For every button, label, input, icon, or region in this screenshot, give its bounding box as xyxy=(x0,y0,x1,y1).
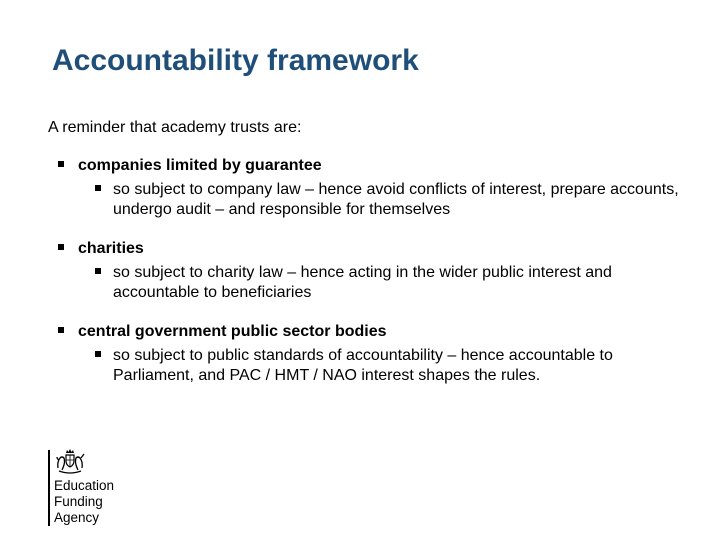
logo-text-line: Education xyxy=(54,478,115,493)
square-bullet-icon xyxy=(95,351,101,357)
logo-text-line: Agency xyxy=(54,510,100,525)
bullet-heading: charities xyxy=(78,240,144,257)
sub-bullet-row xyxy=(48,346,688,386)
square-bullet-icon xyxy=(95,268,101,274)
logo-divider xyxy=(48,450,50,526)
bullet-item-charities xyxy=(48,239,688,303)
bullet-item-companies xyxy=(48,156,688,220)
bullet-item-public-sector xyxy=(48,322,688,386)
sub-bullet-text: so subject to public standards of accountability – hence accountable to Parliament, and PAC / HMT / NAO interest shapes the rules. xyxy=(113,347,613,384)
logo-text-line: Funding xyxy=(54,494,103,509)
sub-bullet-row xyxy=(48,180,688,220)
education-funding-agency-logo xyxy=(48,448,168,528)
bullet-row xyxy=(48,239,688,259)
sub-bullet-text: so subject to charity law – hence acting in the wider public interest and accountable to beneficiaries xyxy=(113,264,612,301)
square-bullet-icon xyxy=(95,185,101,191)
square-bullet-icon xyxy=(58,244,64,250)
square-bullet-icon xyxy=(58,161,64,167)
bullet-row xyxy=(48,322,688,342)
royal-crest-icon xyxy=(54,448,86,476)
bullet-heading: central government public sector bodies xyxy=(78,323,387,340)
intro-text: A reminder that academy trusts are: xyxy=(48,119,302,136)
sub-bullet-row xyxy=(48,263,688,303)
slide-title: Accountability framework xyxy=(52,44,419,77)
bullet-row xyxy=(48,156,688,176)
sub-bullet-text: so subject to company law – hence avoid conflicts of interest, prepare accounts, undergo audit – and responsible for themselves xyxy=(113,181,679,218)
square-bullet-icon xyxy=(58,327,64,333)
bullet-heading: companies limited by guarantee xyxy=(78,157,322,174)
